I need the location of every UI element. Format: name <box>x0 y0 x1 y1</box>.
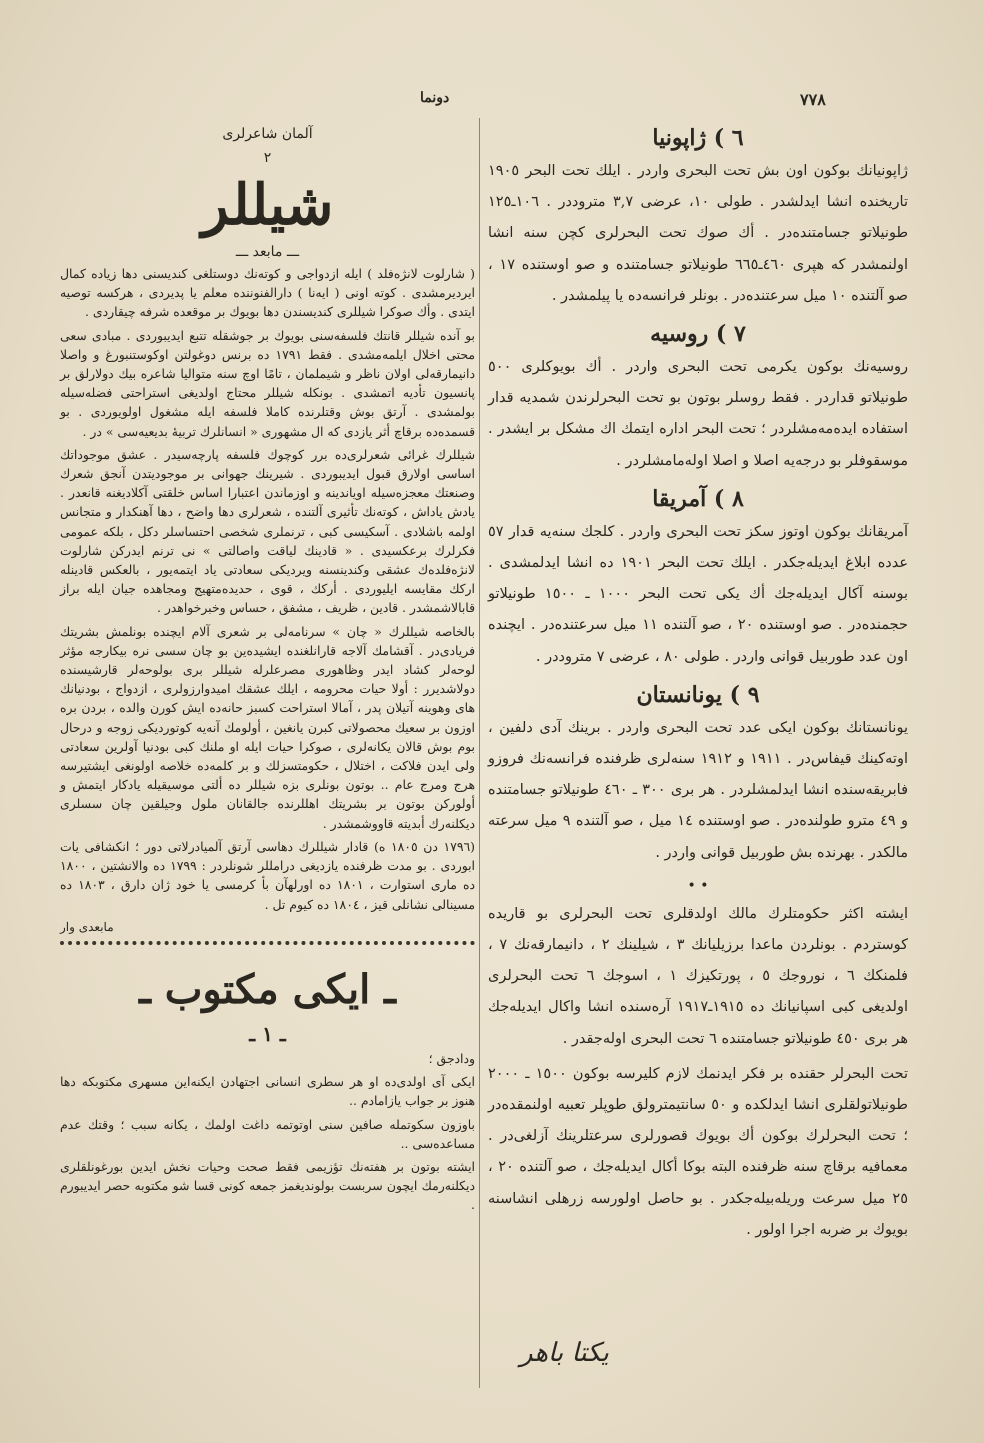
letter-paragraph-2: باوزون سكوتمله صافين سنى اوتوتمه داغت اولمك ، يكانه سبب ؛ وقتك عدم مساعده‌سى .. <box>60 1116 475 1151</box>
author-signature: يكتا باهر <box>520 1338 609 1368</box>
article-paragraph-3: شيللرك غرائى شعرلرى‌ده برر كوچوك فلسفه پارچه‌سيدر . عشق موجوداتك اساسى اولارق قبول ايديبوردى . شيرينك جهوانى بر موجوديتدن آنجق شعرك وصنعتك معجزه‌سيله اوياندينه و اوزماندن اعتبارا اساس خلقتى آكلاديغنه قانعدر . يادش ياداش ، كوته‌نك تأثيرى آلتنده ، شعرلرى دها واضح ، دها آهنكدار و متجانس اولمه باشلادى . آسكيسى كبى ، ترنملرى شخصى احتساسلر دكل ، بلكه عمومى فكرلرك برعكسيدى . « قادينك لياقت واصالتى » نى ترنم ايدركن شارلوت لانژه‌فلده‌ك عشقى وكندينسنه ويرديكى سعادتى ياد ايتمه‌يور ، بالعكس قادينله اركك مقايسه ايليوردى . أركك ، قوى ، حديده‌متهيج ومجاهده‌ جيان ايله براز قابالاشمشدر . قادين ، ظريف ، مشفق ، حساس وخبرخواهدر . <box>60 446 475 616</box>
section-heading-greece: ٩ ) يونانستان <box>636 681 760 708</box>
section-separator-dots: • • <box>687 877 709 894</box>
to-be-continued-note: مابعدى وار <box>60 919 114 934</box>
right-column <box>488 120 908 1250</box>
page-number: ٧٧٨ <box>800 90 826 109</box>
article-separator-rule <box>60 941 475 955</box>
article-title: شيللر <box>201 172 334 238</box>
left-column <box>60 122 475 1219</box>
page-header <box>0 90 984 114</box>
column-divider <box>479 118 480 1388</box>
letter-salutation: ودادجق ؛ <box>428 1050 475 1066</box>
article-paragraph-2: بو آنده شيللر قانتك فلسفه‌سنى بويوك بر جوشقله تتبع ايديبوردى . مبادى سعى محتى اخلال ايلمه‌مشدى . فقط ١٧٩١ ده برنس دوغولتن اوكوستنبورغ و واصلا دانيمارقه‌لى اولان ناظر و شيملمان ، تامًا اوچ سنه متواليا شاعره بيك دولارلق بر پانسيون تأديه اتمشدى . بونكله شيللر محتاج اولديغى استراحتى فضله‌سيله بولمشدى . آرتق بوش وقتلرنده كاملا فلسفه ايله مشغول اولويوردى . بو قسمده‌ده برقاچ أثر يازدى كه ال مشهورى « انسانلرك تربيهٔ بديعيه‌سى » در . <box>60 327 475 439</box>
series-title: آلمان شاعرلرى <box>222 126 313 142</box>
letter-number: ـ ١ ـ <box>249 1021 286 1046</box>
section-heading-america: ٨ ) آمريقا <box>652 485 744 512</box>
section-heading-russia: ٧ ) روسيه <box>650 321 746 348</box>
article-paragraph-1: ( شارلوت لانژه‌فلد ) ايله ازدواجى و كوته‌نك دوستلغى كنديسنى دها زياده كمال ايرديرمشدى . كوته اونى ( ايه‌نا ) دارالفنوننده معلم يا پديردى ، هركسه توصيه ايتدى . وأك صوكرا شيللرى كنديسندن دها بويوك بر موقعده‌ شرفه چيقاردى . <box>60 266 475 320</box>
series-number: ٢ <box>263 150 272 166</box>
section-text-japan: ژاپونيانك بوكون اون بش تحت البحرى واردر . ايلك تحت البحر ١٩٠٥ تاريخنده انشا ايدلشدر . طولى ١٠، عرضى ٣,٧ متروددر . ١٠٦ـ١٢٥ طونيلاتو جسامتنده‌در . أك صوك تحت البحرلرى كچن سنه انشا اولنمشدر كه هپرى ٤٦٠ـ٦٦٥ طونيلاتو جسامتنده و صو اوستنده ١٧ ، صو آلتنده ١٠ ميل سرعتنده‌در . بونلر فرانسه‌ده يا پيلمشدر . <box>488 163 909 304</box>
article-paragraph-5: (١٧٩٦ دن ١٨٠٥ ه) قادار شيللرك دهاسى آرتق آلميادرلاتى دور ؛ انكشافى يات ابوردى . بو مدت ظرفنده يازديغى درامللر شونلردر : ١٧٩٩ ده والانشتين ، ١٨٠٠ ده مارى استوارت ، ١٨٠١ ده اورلهآن بأ كرمسى يا خود ژان دارق ، ١٨٠٣ ده مسينالى نشانلى قيز ، ١٨٠٤ ده كيوم تل . <box>60 838 475 912</box>
letter-paragraph-3: ايشته بوتون بر هفته‌نك تؤزيمى فقط صحت وحيات نخش ايدين بورغونلقلرى ديكلنه‌رمك ايچون سربست بولونديغمز جمعه كونى قسا شو مكتوبه حصر ايديبورم . <box>60 1158 475 1213</box>
section-text-america: آمريقانك بوكون اوتوز سكز تحت البحرى واردر . كلجك سنه‌يه قدار ٥٧ عدده ابلاغ ايديله‌جكدر . ايلك تحت البحر ١٩٠١ ده انشا ايدلمشدى . بوسنه آكال ايديله‌جك أك يكى تحت البحر ١٠٠٠ ـ ١٥٠٠ طونيلاتو حجمنده‌در . صو اوستنده ٢٠ ، صو آلتنده ١١ ميل سرعتنده‌در . ايچنده اون عدد طوربيل قوانى واردر . طولى ٨٠ ، عرضى ٧ متروددر . <box>488 523 909 665</box>
section-text-greece: يونانستانك بوكون ايكى عدد تحت البحرى واردر . برينك آدى دلفين ، اوته‌كينك قيفاس‌در . ١٩١١ و ١٩١٢ سنه‌لرى ظرفنده فرانسه‌نك فروزو فابريقه‌سنده انشا ايدلمشلردر . هر برى ٣٠٠ ـ ٤٦٠ طونيلاتو جسامتنده و ٤٩ مترو طولنده‌در . صو اوستنده ١٤ ميل ، صو آلتنده ٩ ميل سرعته مالكدر . بهرنده بش طوربيل قوانى واردر . <box>488 719 909 861</box>
section-heading-japan: ٦ ) ژاپونيا <box>652 125 744 151</box>
letter-title: ـ ايكى مكتوب ـ <box>139 965 396 1013</box>
running-head: دونما <box>420 90 450 106</box>
summary-paragraph-1: ايشته اكثر حكومتلرك مالك اولدقلرى تحت البحرلرى بو قاريده كوستردم . بونلردن ماعدا برزيليانك ٣ ، شيلينك ٢ ، دانيمارقه‌نك ٧ ، فلمنكك ٦ ، نوروجك ٥ ، پورتكيزك ١ ، اسوجك ٦ تحت البحرلرى اولديغى كبى اسپانيانك ده ١٩١٥ـ١٩١٧ آره‌سنده انشا واكال ايديله‌جك هر برى ٤٥٠ طونيلاتو جسامتنده ٦ تحت البحرى اوله‌جقدر . <box>488 905 908 1047</box>
letter-paragraph-1: ايكى آى اولدى‌ده او هر سطرى انسانى اجتهادن ايكنه‌اين مسهرى مكتوبكه دها هنوز بر جواب يازامادم .. <box>60 1074 475 1109</box>
continued-note: ـــ مابعد ـــ <box>235 244 300 260</box>
section-text-russia: روسيه‌نك بوكون يكرمى تحت البحرى واردر . أك بويوكلرى ٥٠٠ طونيلاتو قداردر . فقط روسلر بوتون بو تحت البحرلرندن شمديه قدار استفاده ايده‌مه‌مشلردر ؛ تحت البحر اداره ايتمك اك مشكل بر ايشدر . موسقوفلر بو درجه‌يه اصلا و اصلا اوله‌مامشلردر . <box>488 359 908 469</box>
summary-paragraph-2: تحت البحرلر حقنده بر فكر ايدنمك لازم كليرسه بوكون ١٥٠٠ ـ ٢٠٠٠ طونيلاتولقلرى انشا ايدلكده و ٥٠ سانتيمترولق طوپلر تعبيه اولنمقده‌در ؛ تحت البحرلرك بوكون أك بويوك قصورلرى سرعتلرينك آزلغى‌در . معمافيه برقاچ سنه ظرفنده البته بوكا أكال ايديله‌جك ، صو آلتنده ٢٠ ، ٢٥ ميل سرعت وريله‌بيله‌جكدر . بو حاصل اولورسه زرهلى انشاسنه بويوك بر ضربه اجرا اولور . <box>488 1065 908 1238</box>
article-paragraph-4: بالخاصه شيللرك « چان » سرنامه‌لى بر شعرى آلام ايچنده بونلمش بشريتك فريادى‌در . آقشامك آلاجه قارانلغنده ايشيده‌ين بو چان سسى نره بيكارجه مؤثر لوحه‌لر كشاد ايدر وظاهورى‌ مصرعلرله شيللر برى بولوحه‌لر قارشيسنده دولاشديرر : أولا حيات محرومه ، ايلك عشقك اميدوارزولرى ، ازدواج ، بودنيانك هاى وهوينه آتيلان پدر ، آمالا استراحت كسبز حانه‌ده ايش كورن والده ، بردن بره اوزون بر سعيك محصولاتى كبرن يانغين ، أولومك آنه‌يه كوتورديكى زوجه و درحال بوم بوش قالان يكانه‌لرى ، صوكرا حيات ايله او ملنك كبى بودنيا آولرين سعادتى ولى ايدن فلاكت ، اختلال ، حكومتسزلك و بر كلمه‌ده خلاصه اولونغى ايشتيرسه هرج ومرج عام .. بوتون بونلرى بزه شيللر ده ألتى موسيقيله يادكار ايتمش و أولوركن بوتون بر بشريتك اهللرنده جالقانان ملول وجيلقين چان سسلرى ديكلنه‌رك أبديته قاووشمشدر . <box>60 623 475 831</box>
